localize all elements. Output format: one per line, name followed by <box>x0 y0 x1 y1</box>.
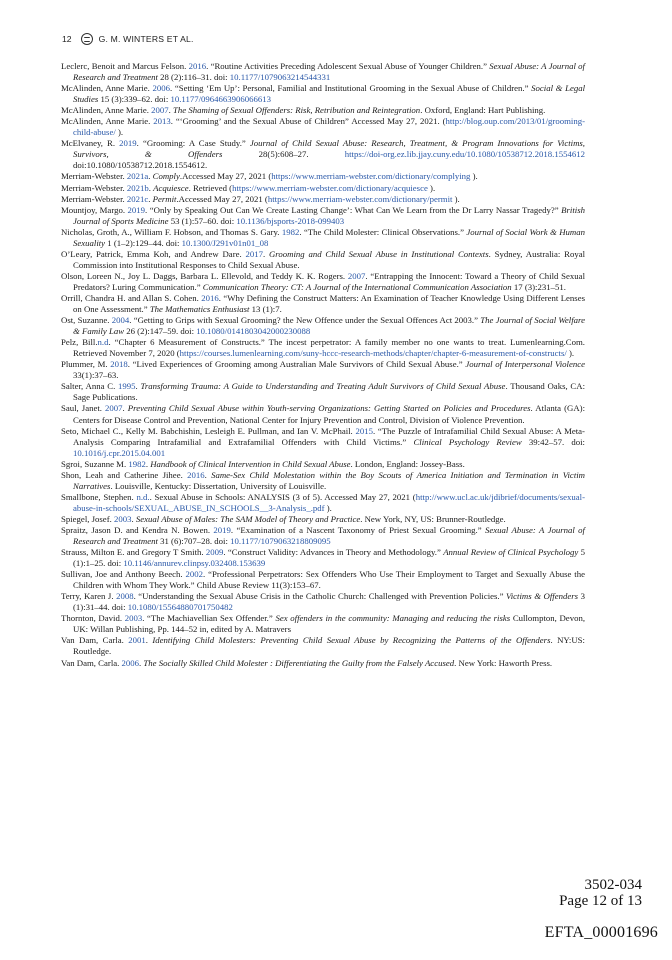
ref-year-link[interactable]: 2021b <box>126 182 149 193</box>
ref-year-link[interactable]: 2006 <box>152 83 171 94</box>
ref-title: . “Why Defining the Construct Matters: An Examination of Teacher Knowledge Using Different Lenses on One Assessment.” <box>73 292 585 315</box>
ref-source: Permit <box>152 193 177 204</box>
ref-source: Sexual Abuse: A Journal of Research and Treatment <box>73 61 585 83</box>
ref-title: . <box>148 193 153 204</box>
ref-source: The Shaming of Sexual Offenders: Risk, Retribution and Reintegration <box>173 105 421 116</box>
reference-entry <box>61 337 585 359</box>
ref-authors: Olson, Loreen N., Joy L. Daggs, Barbara L. Ellevold, and Teddy K. K. Rogers. <box>61 270 348 281</box>
ref-source: The Socially Skilled Child Molester : Differentiating the Guilty from the Falsely Accused <box>143 657 455 668</box>
ref-authors: Pelz, Bill. <box>61 337 98 348</box>
ref-authors: Salter, Anna C. <box>61 381 119 392</box>
ref-title: . <box>262 248 269 259</box>
ref-year-link[interactable]: 2006 <box>121 657 140 668</box>
ref-year-link[interactable]: 2019 <box>127 204 146 215</box>
ref-authors: Plummer, M. <box>61 359 111 370</box>
ref-year-link[interactable]: 2018 <box>110 359 128 370</box>
reference-entry <box>61 459 585 470</box>
reference-entry <box>61 194 585 205</box>
ref-doi-link[interactable]: 10.1136/bjsports-2018-099403 <box>236 215 345 226</box>
ref-doi-link[interactable]: https://courses.lumenlearning.com/suny-hccc-research-methods/chapter/chapter-6-measurement-of-constructs/ <box>179 348 567 359</box>
ref-title: . <box>145 458 151 469</box>
ref-authors: Leclerc, Benoit and Marcus Felson. <box>61 61 189 71</box>
ref-year-link[interactable]: n.d. <box>136 491 150 502</box>
ref-authors: Spiegel, Josef. <box>61 513 114 524</box>
ref-title: . “Professional Perpetrators: Sex Offenders Who Use Their Employment to Target and Sexually Abuse the Children with Whom They Work.” Child Abuse Review 11(3):153–67. <box>73 569 585 591</box>
ref-year-link[interactable]: 2016 <box>201 292 219 303</box>
ref-title: . <box>122 403 128 414</box>
ref-source: Transforming Trauma: A Guide to Understanding and Treating Adult Survivors of Child Sexual Abuse <box>140 381 506 392</box>
ref-details: 28 (2):116–31. doi: <box>157 72 230 83</box>
ref-doi-link[interactable]: 10.1177/1079063214544331 <box>229 72 331 83</box>
ref-title: . “Grooming: A Case Study.” <box>136 138 250 149</box>
ref-authors: Saul, Janet. <box>61 403 106 414</box>
ref-year-link[interactable]: 2003 <box>113 513 132 524</box>
ref-doi-link[interactable]: https://www.merriam-webster.com/dictionary/complying <box>271 171 471 182</box>
reference-entry <box>61 116 585 138</box>
ref-year-link[interactable]: 2007 <box>105 403 123 414</box>
ref-source: The Journal of Social Welfare & Family Law <box>73 315 585 337</box>
ref-source: Identifying Child Molesters: Preventing Child Sexual Abuse by Recognizing the Patterns of the Offenders <box>152 635 551 646</box>
ref-title: . <box>139 657 144 668</box>
ref-year-link[interactable]: 2007 <box>347 270 366 281</box>
ref-title: . <box>145 635 153 646</box>
ref-doi-link[interactable]: 10.1080/15564880701750482 <box>127 602 233 613</box>
ref-authors: Merriam-Webster. <box>61 171 127 182</box>
ref-details: . Louisville, Kentucky: Dissertation, University of Louisville. <box>110 480 327 491</box>
ref-year-link[interactable]: 2021a <box>126 171 149 182</box>
reference-entry <box>61 403 585 425</box>
ref-details: 17 (3):231–51. <box>511 281 566 292</box>
ref-authors: Van Dam, Carla. <box>61 657 122 668</box>
ref-year-link[interactable]: 2016 <box>188 61 207 71</box>
ref-source: Annual Review of Clinical Psychology <box>443 547 579 558</box>
ref-source: British Journal of Sports Medicine <box>73 204 585 226</box>
ref-details: . Sydney, Australia: Royal Commission into Institutional Responses to Child Sexual Abuse. <box>73 248 586 270</box>
ref-title: . “The Machiavellian Sex Offender.” <box>142 613 276 624</box>
ref-source: Journal of Child Sexual Abuse: Research, Treatment, & Program Innovations for Victims, Survivors, & Offenders <box>73 138 585 160</box>
ref-tail: ). <box>427 182 436 193</box>
ref-tail: ). <box>470 171 478 182</box>
reference-entry <box>61 61 585 83</box>
ref-authors: Strauss, Milton E. and Gregory T Smith. <box>61 547 206 558</box>
ref-details: . Retrieved ( <box>188 182 233 193</box>
ref-source: Handbook of Clinical Intervention in Child Sexual Abuse <box>150 458 351 469</box>
ref-details: . NY:US: Routledge. <box>73 635 585 657</box>
ref-authors: Merriam-Webster. <box>61 182 127 193</box>
ref-title: . “Getting to Grips with Sexual Grooming? the New Offence under the Sexual Offences Act 2003.” <box>129 315 481 326</box>
ref-title: . “Examination of a Nascent Taxonomy of Priest Sexual Grooming.” <box>230 524 485 535</box>
reference-entry <box>61 227 585 249</box>
ref-authors: Nicholas, Groth, A., William F. Hobson, and Thomas S. Gary. <box>61 226 282 237</box>
ref-authors: Terry, Karen J. <box>61 591 117 602</box>
reference-entry <box>61 591 585 613</box>
ref-doi-link[interactable]: 10.1146/annurev.clinpsy.032408.153639 <box>123 558 266 569</box>
ref-year-link[interactable]: 2008 <box>116 591 134 602</box>
page-label: Page 12 of 13 <box>559 893 642 909</box>
ref-doi-link[interactable]: 10.1016/j.cpr.2015.04.001 <box>73 447 166 458</box>
ref-tail: ). <box>566 348 575 359</box>
ref-authors: Smallbone, Stephen. <box>61 491 137 502</box>
ref-title: . “Chapter 6 Measurement of Constructs.” The incest perpetrator: A family member no one wants to treat. Lumenlearning.Com. Retrieved November 7, 2020 ( <box>73 337 585 359</box>
reference-entry <box>61 547 585 569</box>
ref-year-link[interactable]: 2007 <box>151 105 169 116</box>
ref-source: Same-Sex Child Molestation within the Boy Scouts of America Initiation and Termination in Victim Narratives <box>73 469 586 491</box>
reference-entry <box>61 492 585 514</box>
ref-details: . Thousand Oaks, CA: Sage Publications. <box>73 381 586 403</box>
ref-authors: Van Dam, Carla. <box>61 635 129 646</box>
ref-source: Comply <box>152 171 180 182</box>
ref-source: Sexual Abuse of Males: The SAM Model of Theory and Practice <box>135 513 361 524</box>
ref-doi-link[interactable]: 10.1080/0141803042000230088 <box>196 326 311 337</box>
ref-details: . Atlanta (GA): Centers for Disease Control and Prevention, National Center for Injury Prevention and Control, Division of Violence Prevention. <box>73 403 586 425</box>
reference-entry <box>61 138 585 171</box>
ref-tail: ). <box>452 193 460 204</box>
ref-doi-link[interactable]: https://www.merriam-webster.com/dictionary/permit <box>267 193 453 204</box>
reference-entry <box>61 658 585 669</box>
ref-year-link[interactable]: 2001 <box>128 635 146 646</box>
ref-authors: Sullivan, Joe and Anthony Beech. <box>61 569 186 580</box>
ref-source: Communication Theory: CT: A Journal of the International Communication Association <box>202 281 512 292</box>
ref-year-link[interactable]: 2019 <box>213 524 231 535</box>
ref-doi-link[interactable]: https://doi-org.ez.lib.jjay.cuny.edu/10.1080/10538712.2018.1554612 <box>344 149 585 160</box>
ref-year-link[interactable]: 2003 <box>124 613 143 624</box>
ref-title: . “Only by Speaking Out Can We Create Lasting Change’: What Can We Learn from the Dr Larry Nassar Tragedy?” <box>145 204 562 215</box>
ref-tail: ). <box>324 502 332 513</box>
ref-authors: McAlinden, Anne Marie. <box>61 116 154 127</box>
ref-year-link[interactable]: 2021c <box>126 193 149 204</box>
document-stamp <box>559 877 642 909</box>
reference-entry <box>61 205 585 227</box>
ref-year-link[interactable]: n.d <box>97 337 109 348</box>
ref-title: . “Lived Experiences of Grooming among Australian Male Survivors of Child Sexual Abuse.” <box>127 359 466 370</box>
running-header <box>62 32 194 46</box>
ref-year-link[interactable]: 2015 <box>355 425 373 436</box>
reference-entry <box>61 249 585 271</box>
publisher-logo-icon <box>81 33 93 45</box>
reference-entry <box>61 293 585 315</box>
ref-title: . <box>204 469 212 480</box>
ref-authors: Orrill, Chandra H. and Allan S. Cohen. <box>61 292 202 303</box>
bates-number: EFTA_00001696 <box>544 924 658 941</box>
ref-source: Social & Legal Studies <box>73 83 586 105</box>
ref-year-link[interactable]: 2016 <box>187 469 205 480</box>
ref-year-link[interactable]: 2013 <box>153 116 171 127</box>
ref-details: 26 (2):147–59. doi: <box>124 326 197 337</box>
ref-doi-link[interactable]: 10.1177/1079063218809095 <box>230 536 331 547</box>
ref-title: . “‘Grooming’ and the Sexual Abuse of Children” Accessed May 27, 2021. ( <box>170 116 446 127</box>
ref-details: 53 (1):57–60. doi: <box>168 215 237 226</box>
reference-entry <box>61 83 585 105</box>
reference-entry <box>61 183 585 194</box>
ref-year-link[interactable]: 2019 <box>119 138 137 149</box>
ref-source: Sex offenders in the community: Managing and reducing the risks <box>275 613 511 624</box>
reference-entry <box>61 315 585 337</box>
ref-source: Victims & Offenders <box>506 591 579 602</box>
reference-entry <box>61 470 585 492</box>
ref-doi-link[interactable]: https://www.merriam-webster.com/dictionary/acquiesce <box>232 182 428 193</box>
reference-entry <box>61 613 585 635</box>
ref-details: 39:42–57. doi: <box>521 436 585 447</box>
ref-source: Sexual Abuse: A Journal of Research and Treatment <box>73 524 585 547</box>
ref-title: . “Entrapping the Innocent: Toward a Theory of Child Sexual Predators? Luring Communication.” <box>73 270 585 292</box>
ref-source: Acquiesce <box>153 182 189 193</box>
ref-year-link[interactable]: 2017 <box>245 248 263 259</box>
ref-details: . London, England: Jossey-Bass. <box>350 458 465 469</box>
ref-details: 13 (1):7. <box>249 304 282 315</box>
reference-entry <box>61 635 585 657</box>
ref-authors: Sgroi, Suzanne M. <box>61 458 129 469</box>
reference-entry <box>61 426 585 459</box>
ref-authors: O’Leary, Patrick, Emma Koh, and Andrew Dare. <box>61 248 246 259</box>
ref-year-link[interactable]: 1982 <box>281 226 300 237</box>
ref-source: Grooming and Child Sexual Abuse in Institutional Contexts <box>268 248 489 259</box>
ref-details: 5 (1):1–25. doi: <box>73 547 585 569</box>
reference-entry <box>61 359 585 381</box>
ref-doi-link[interactable]: 10.1300/J291v01n01_08 <box>181 237 269 248</box>
ref-title: . “The Child Molester: Clinical Observations.” <box>299 226 467 237</box>
ref-authors: McAlinden, Anne Marie. <box>61 105 152 116</box>
ref-authors: Spraitz, Jason D. and Kendra N. Bowen. <box>61 524 214 535</box>
ref-year-link[interactable]: 2004 <box>111 315 130 326</box>
ref-details: 3 (1):31–44. doi: <box>73 591 585 613</box>
ref-year-link[interactable]: 2002 <box>185 569 203 580</box>
reference-entry <box>61 381 585 403</box>
ref-title: . “Setting ‘Em Up’: Personal, Familial and Institutional Grooming in the Sexual Abuse of Children.” <box>170 83 532 94</box>
ref-title: . “The Puzzle of Intrafamilial Child Sexual Abuse: A Meta-Analysis Comparing Intrafamilial and Extrafamilial Offenders with Child Victims.” <box>73 425 585 447</box>
ref-title: . “Construct Validity: Advances in Theory and Methodology.” <box>223 547 444 558</box>
reference-entry <box>61 525 585 547</box>
ref-details: 28(5):608–27. <box>222 149 345 160</box>
ref-title: . “Understanding the Sexual Abuse Crisis in the Catholic Church: Challenged with Prevention Policies.” <box>133 591 507 602</box>
ref-doi-link[interactable]: http://www.ucl.ac.uk/jdibrief/documents/sexual-abuse-in-schools/SEXUAL_ABUSE_IN_SCHOOLS__3-Analysis_.pdf <box>73 491 585 513</box>
ref-authors: Merriam-Webster. <box>61 193 127 204</box>
reference-list <box>61 61 585 669</box>
ref-authors: Ost, Suzanne. <box>61 315 112 326</box>
ref-title: . <box>135 381 141 392</box>
ref-details: 1 (1–2):129–44. doi: <box>105 237 182 248</box>
ref-details: 15 (3):339–62. doi: <box>98 94 171 105</box>
ref-doi-link[interactable]: 10.1177/0964663906066613 <box>170 94 272 105</box>
ref-details: .Accessed May 27, 2021 ( <box>176 193 268 204</box>
page-number: 12 <box>62 34 72 44</box>
ref-tail: doi:10.1080/10538712.2018.1554612. <box>73 160 208 171</box>
ref-title: . <box>148 182 154 193</box>
reference-entry <box>61 569 585 591</box>
ref-details: 31 (6):707–28. doi: <box>157 536 231 547</box>
ref-details: . New York: Haworth Press. <box>454 657 553 668</box>
reference-entry <box>61 171 585 182</box>
ref-authors: Mountjoy, Margo. <box>61 204 128 215</box>
reference-entry <box>61 514 585 525</box>
ref-source: Journal of Social Work & Human Sexuality <box>73 226 585 248</box>
doc-code: 3502-034 <box>584 877 642 893</box>
reference-entry <box>61 105 585 116</box>
ref-authors: McAlinden, Anne Marie. <box>61 83 153 94</box>
ref-year-link[interactable]: 1982 <box>128 458 146 469</box>
ref-source: Clinical Psychology Review <box>413 436 522 447</box>
ref-title: . “Routine Activities Preceding Adolescent Sexual Abuse of Younger Children.” <box>206 61 490 71</box>
ref-details: .Accessed May 27, 2021 ( <box>179 171 272 182</box>
ref-year-link[interactable]: 2009 <box>205 547 224 558</box>
ref-details: Cullompton, Devon, UK: Willan Publishing, Pp. 144–52 in, edited by A. Matravers <box>73 613 586 635</box>
ref-source: The Mathematics Enthusiast <box>149 304 250 315</box>
reference-entry <box>61 271 585 293</box>
ref-title: . <box>131 513 136 524</box>
ref-source: Journal of Interpersonal Violence <box>465 359 586 370</box>
ref-tail: ). <box>115 127 124 138</box>
ref-title: . <box>148 171 153 182</box>
ref-authors: Thornton, David. <box>61 613 125 624</box>
ref-year-link[interactable]: 1995 <box>118 381 136 392</box>
ref-doi-link[interactable]: http://blog.oup.com/2013/01/grooming-child-abuse/ <box>73 116 585 138</box>
ref-authors: Seto, Michael C., Kelly M. Babchishin, Lesleigh E. Pullman, and Ian V. McPhail. <box>61 425 356 436</box>
ref-title: . <box>168 105 174 116</box>
ref-title: . Sexual Abuse in Schools: ANALYSIS (3 of 5). Accessed May 27, 2021 ( <box>149 491 416 502</box>
ref-source: Preventing Child Sexual Abuse within Youth-serving Organizations: Getting Started on Policies and Procedures <box>127 403 531 414</box>
ref-details: 33(1):37–63. <box>73 370 119 381</box>
ref-details: . New York, NY, US: Brunner-Routledge. <box>360 513 506 524</box>
ref-details: . Oxford, England: Hart Publishing. <box>420 105 546 116</box>
ref-authors: McElvaney, R. <box>61 138 120 149</box>
ref-authors: Shon, Leah and Catherine Jihee. <box>61 469 188 480</box>
running-author: G. M. WINTERS ET AL. <box>98 34 194 44</box>
